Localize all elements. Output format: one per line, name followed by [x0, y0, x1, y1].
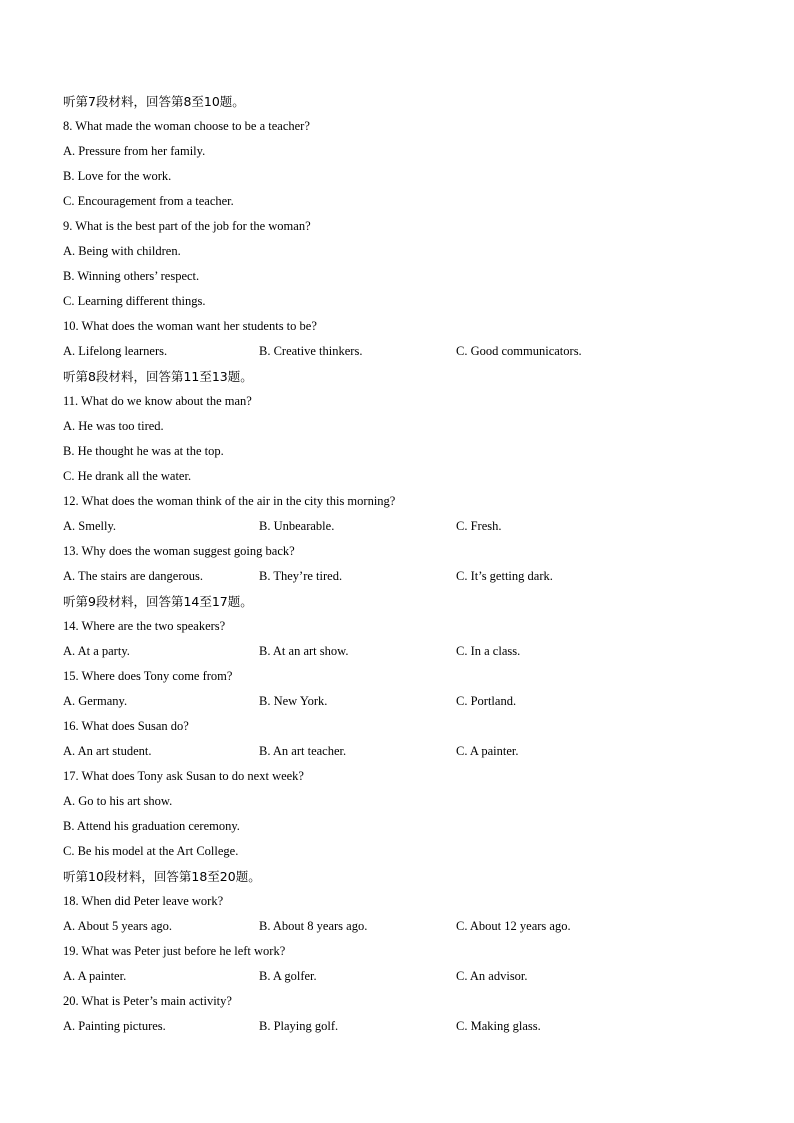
option-b: B. Unbearable. — [259, 519, 335, 533]
option-c: C. A painter. — [456, 744, 519, 758]
options-row — [63, 1014, 753, 1039]
question-text: 15. Where does Tony come from? — [63, 669, 233, 683]
question-text: 13. Why does the woman suggest going back? — [63, 544, 295, 558]
option-c: C. It’s getting dark. — [456, 569, 553, 583]
option-c: C. Be his model at the Art College. — [63, 844, 239, 858]
option-c: C. About 12 years ago. — [456, 919, 571, 933]
option-c: C. In a class. — [456, 644, 521, 658]
options-row — [63, 964, 753, 989]
option-a: A. Germany. — [63, 694, 128, 708]
option-a: A. The stairs are dangerous. — [63, 569, 204, 583]
options-row — [63, 739, 753, 764]
option-c: C. Portland. — [456, 694, 517, 708]
option-b: B. New York. — [259, 694, 328, 708]
question-text: 9. What is the best part of the job for the woman? — [63, 219, 311, 233]
option-a: A. At a party. — [63, 644, 130, 658]
option-a: A. Lifelong learners. — [63, 344, 168, 358]
option-c: C. Good communicators. — [456, 344, 582, 358]
option-b: B. Playing golf. — [259, 1019, 339, 1033]
question-text: 20. What is Peter’s main activity? — [63, 994, 232, 1008]
options-row — [63, 514, 753, 539]
section-heading: 听第10段材料，回答第18至20题。 — [63, 869, 261, 884]
option-a: A. Pressure from her family. — [63, 144, 206, 158]
question-text: 11. What do we know about the man? — [63, 394, 252, 408]
option-a: A. He was too tired. — [63, 419, 164, 433]
option-b: B. About 8 years ago. — [259, 919, 368, 933]
option-a: A. Go to his art show. — [63, 794, 173, 808]
question-text: 18. When did Peter leave work? — [63, 894, 224, 908]
option-c: C. An advisor. — [456, 969, 528, 983]
question-text: 14. Where are the two speakers? — [63, 619, 226, 633]
section-heading: 听第8段材料，回答第11至13题。 — [63, 369, 253, 384]
options-row — [63, 639, 753, 664]
option-b: B. A golfer. — [259, 969, 317, 983]
section-heading: 听第9段材料，回答第14至17题。 — [63, 594, 253, 609]
option-b: B. Creative thinkers. — [259, 344, 363, 358]
option-a: A. About 5 years ago. — [63, 919, 173, 933]
question-text: 10. What does the woman want her students to be? — [63, 319, 317, 333]
question-text: 12. What does the woman think of the air in the city this morning? — [63, 494, 396, 508]
option-b: B. At an art show. — [259, 644, 349, 658]
section-heading: 听第7段材料，回答第8至10题。 — [63, 94, 245, 109]
option-a: A. Smelly. — [63, 519, 117, 533]
option-b: B. An art teacher. — [259, 744, 347, 758]
option-b: B. Love for the work. — [63, 169, 172, 183]
question-text: 17. What does Tony ask Susan to do next week? — [63, 769, 304, 783]
option-c: C. Encouragement from a teacher. — [63, 194, 234, 208]
question-list — [63, 89, 753, 1039]
options-row — [63, 339, 753, 364]
option-a: A. A painter. — [63, 969, 127, 983]
options-row — [63, 564, 753, 589]
option-a: A. Painting pictures. — [63, 1019, 166, 1033]
option-b: B. Attend his graduation ceremony. — [63, 819, 240, 833]
option-b: B. They’re tired. — [259, 569, 343, 583]
question-text: 8. What made the woman choose to be a teacher? — [63, 119, 310, 133]
option-a: A. Being with children. — [63, 244, 181, 258]
option-c: C. Learning different things. — [63, 294, 206, 308]
question-text: 16. What does Susan do? — [63, 719, 189, 733]
option-b: B. Winning others’ respect. — [63, 269, 200, 283]
options-row — [63, 689, 753, 714]
option-c: C. Making glass. — [456, 1019, 541, 1033]
option-b: B. He thought he was at the top. — [63, 444, 224, 458]
options-row — [63, 914, 753, 939]
option-a: A. An art student. — [63, 744, 152, 758]
option-c: C. He drank all the water. — [63, 469, 192, 483]
question-text: 19. What was Peter just before he left work? — [63, 944, 286, 958]
option-c: C. Fresh. — [456, 519, 502, 533]
